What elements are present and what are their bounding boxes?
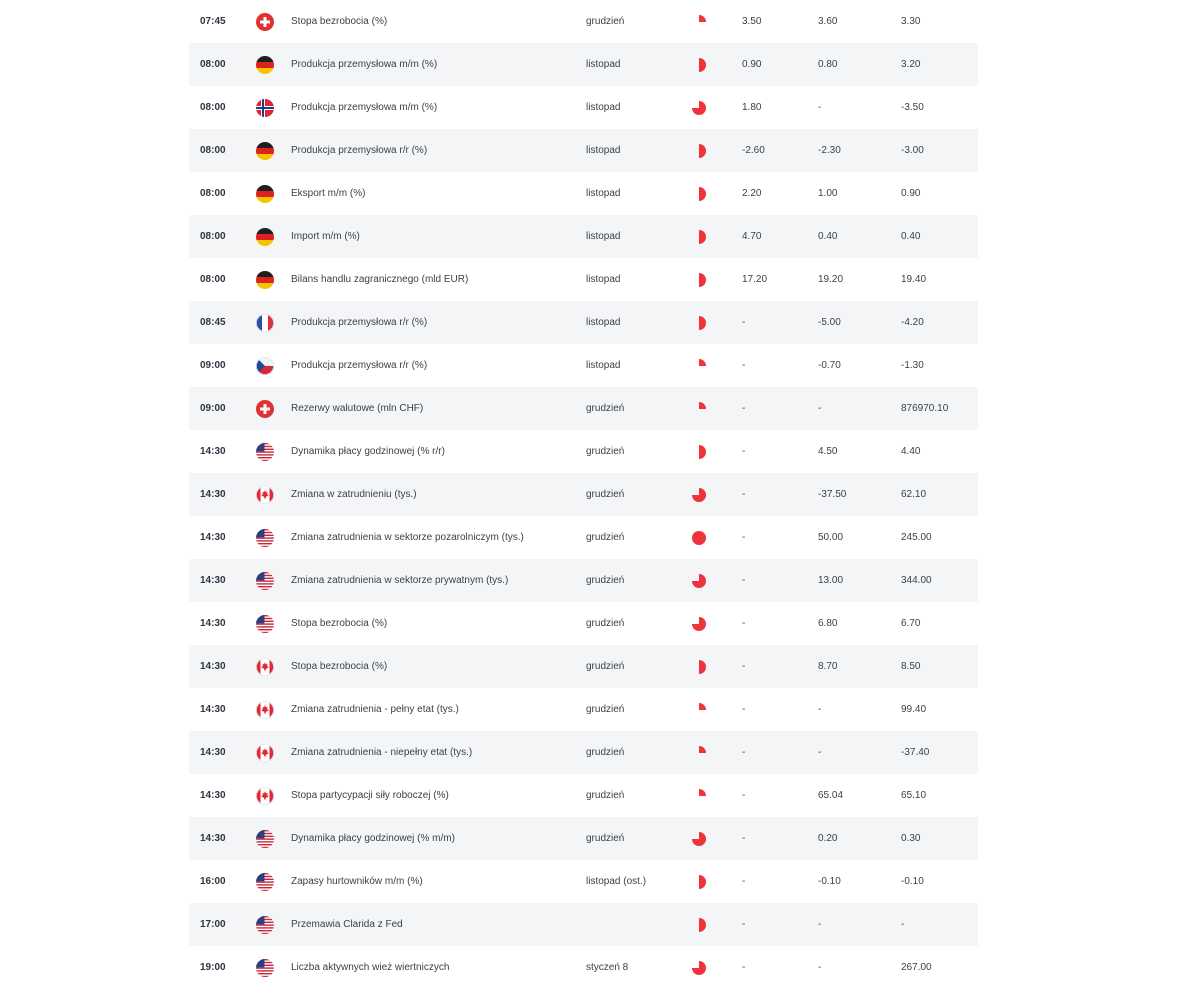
event-period: grudzień xyxy=(586,402,625,414)
actual-value: - xyxy=(742,574,746,586)
usa-flag-icon xyxy=(256,959,274,977)
actual-value: 1.80 xyxy=(742,101,762,113)
france-flag-icon xyxy=(256,314,274,332)
event-name[interactable]: Zmiana w zatrudnieniu (tys.) xyxy=(291,488,417,500)
event-time: 08:00 xyxy=(200,273,226,285)
czech-flag-icon xyxy=(256,357,274,375)
event-period: grudzień xyxy=(586,832,625,844)
calendar-row[interactable] xyxy=(189,129,978,172)
usa-flag-icon xyxy=(256,916,274,934)
previous-value: -3.00 xyxy=(901,144,924,156)
event-time: 14:30 xyxy=(200,574,226,586)
event-period: grudzień xyxy=(586,574,625,586)
forecast-value: 4.50 xyxy=(818,445,838,457)
previous-value: 62.10 xyxy=(901,488,927,500)
canada-flag-icon xyxy=(256,701,274,719)
previous-value: 876970.10 xyxy=(901,402,949,414)
canada-flag-icon xyxy=(256,787,274,805)
event-time: 07:45 xyxy=(200,15,226,27)
forecast-value: -0.10 xyxy=(818,875,841,887)
event-period: grudzień xyxy=(586,488,625,500)
calendar-row[interactable] xyxy=(189,430,978,473)
importance-pie-icon xyxy=(690,615,708,633)
usa-flag-icon xyxy=(256,572,274,590)
actual-value: - xyxy=(742,402,746,414)
forecast-value: - xyxy=(818,101,822,113)
event-time: 14:30 xyxy=(200,531,226,543)
usa-flag-icon xyxy=(256,529,274,547)
actual-value: - xyxy=(742,875,746,887)
calendar-row[interactable] xyxy=(189,172,978,215)
calendar-row[interactable] xyxy=(189,602,978,645)
actual-value: - xyxy=(742,961,746,973)
importance-pie-icon xyxy=(690,787,708,805)
actual-value: - xyxy=(742,703,746,715)
forecast-value: - xyxy=(818,918,822,930)
calendar-row[interactable] xyxy=(189,516,978,559)
actual-value: - xyxy=(742,918,746,930)
event-period: listopad xyxy=(586,359,621,371)
event-name[interactable]: Zmiana zatrudnienia - niepełny etat (tys.) xyxy=(291,746,473,758)
forecast-value: 6.80 xyxy=(818,617,838,629)
forecast-value: - xyxy=(818,746,822,758)
germany-flag-icon xyxy=(256,271,274,289)
event-name[interactable]: Stopa bezrobocia (%) xyxy=(291,660,388,672)
event-time: 08:00 xyxy=(200,58,226,70)
previous-value: 8.50 xyxy=(901,660,921,672)
actual-value: - xyxy=(742,445,746,457)
event-name[interactable]: Import m/m (%) xyxy=(291,230,360,242)
event-name[interactable]: Produkcja przemysłowa r/r (%) xyxy=(291,144,428,156)
importance-pie-icon xyxy=(690,271,708,289)
event-time: 14:30 xyxy=(200,832,226,844)
forecast-value: 13.00 xyxy=(818,574,844,586)
calendar-row[interactable] xyxy=(189,860,978,903)
forecast-value: 0.40 xyxy=(818,230,838,242)
event-name[interactable]: Produkcja przemysłowa r/r (%) xyxy=(291,359,428,371)
calendar-row[interactable] xyxy=(189,774,978,817)
event-time: 14:30 xyxy=(200,617,226,629)
previous-value: - xyxy=(901,918,905,930)
importance-pie-icon xyxy=(690,959,708,977)
event-time: 09:00 xyxy=(200,402,226,414)
importance-pie-icon xyxy=(690,99,708,117)
calendar-row[interactable] xyxy=(189,817,978,860)
germany-flag-icon xyxy=(256,142,274,160)
event-period: grudzień xyxy=(586,617,625,629)
event-name[interactable]: Przemawia Clarida z Fed xyxy=(291,918,403,930)
event-period: styczeń 8 xyxy=(586,961,629,973)
event-name[interactable]: Produkcja przemysłowa m/m (%) xyxy=(291,58,438,70)
forecast-value: - xyxy=(818,961,822,973)
calendar-row[interactable] xyxy=(189,258,978,301)
switzerland-flag-icon xyxy=(256,400,274,418)
event-period: listopad xyxy=(586,316,621,328)
calendar-rows xyxy=(189,0,978,989)
actual-value: 3.50 xyxy=(742,15,762,27)
event-name[interactable]: Liczba aktywnych wież wiertniczych xyxy=(291,961,450,973)
event-period: listopad xyxy=(586,187,621,199)
actual-value: 2.20 xyxy=(742,187,762,199)
event-period: grudzień xyxy=(586,789,625,801)
event-time: 14:30 xyxy=(200,789,226,801)
usa-flag-icon xyxy=(256,615,274,633)
importance-pie-icon xyxy=(690,873,708,891)
forecast-value: 19.20 xyxy=(818,273,844,285)
event-time: 08:00 xyxy=(200,144,226,156)
importance-pie-icon xyxy=(690,916,708,934)
previous-value: 4.40 xyxy=(901,445,921,457)
event-period: listopad xyxy=(586,101,621,113)
actual-value: 17.20 xyxy=(742,273,768,285)
calendar-row[interactable] xyxy=(189,559,978,602)
event-time: 16:00 xyxy=(200,875,226,887)
forecast-value: 0.20 xyxy=(818,832,838,844)
event-period: listopad xyxy=(586,58,621,70)
actual-value: - xyxy=(742,488,746,500)
importance-pie-icon xyxy=(690,185,708,203)
calendar-row[interactable] xyxy=(189,645,978,688)
switzerland-flag-icon xyxy=(256,13,274,31)
event-time: 17:00 xyxy=(200,918,226,930)
forecast-value: 65.04 xyxy=(818,789,844,801)
calendar-row[interactable] xyxy=(189,301,978,344)
previous-value: -37.40 xyxy=(901,746,930,758)
importance-pie-icon xyxy=(690,56,708,74)
event-period: listopad (ost.) xyxy=(586,875,647,887)
importance-pie-icon xyxy=(690,228,708,246)
importance-pie-icon xyxy=(690,744,708,762)
event-time: 08:00 xyxy=(200,230,226,242)
actual-value: - xyxy=(742,316,746,328)
event-period: grudzień xyxy=(586,531,625,543)
actual-value: - xyxy=(742,789,746,801)
usa-flag-icon xyxy=(256,443,274,461)
previous-value: 245.00 xyxy=(901,531,932,543)
event-time: 09:00 xyxy=(200,359,226,371)
previous-value: 19.40 xyxy=(901,273,927,285)
event-name[interactable]: Dynamika płacy godzinowej (% m/m) xyxy=(291,832,455,844)
event-name[interactable]: Zmiana zatrudnienia w sektorze prywatnym (tys.) xyxy=(291,574,509,586)
event-period: grudzień xyxy=(586,15,625,27)
importance-pie-icon xyxy=(690,400,708,418)
event-period: grudzień xyxy=(586,660,625,672)
event-name[interactable]: Bilans handlu zagranicznego (mld EUR) xyxy=(291,273,469,285)
previous-value: -4.20 xyxy=(901,316,924,328)
calendar-row[interactable] xyxy=(189,688,978,731)
calendar-row[interactable] xyxy=(189,731,978,774)
actual-value: 0.90 xyxy=(742,58,762,70)
germany-flag-icon xyxy=(256,185,274,203)
calendar-row[interactable] xyxy=(189,43,978,86)
previous-value: 3.20 xyxy=(901,58,921,70)
importance-pie-icon xyxy=(690,443,708,461)
event-name[interactable]: Dynamika płacy godzinowej (% r/r) xyxy=(291,445,445,457)
event-period: grudzień xyxy=(586,746,625,758)
event-time: 14:30 xyxy=(200,746,226,758)
actual-value: - xyxy=(742,746,746,758)
actual-value: -2.60 xyxy=(742,144,765,156)
calendar-row[interactable] xyxy=(189,344,978,387)
event-period: listopad xyxy=(586,273,621,285)
previous-value: 267.00 xyxy=(901,961,932,973)
importance-pie-icon xyxy=(690,357,708,375)
forecast-value: 1.00 xyxy=(818,187,838,199)
canada-flag-icon xyxy=(256,486,274,504)
event-name[interactable]: Zmiana zatrudnienia w sektorze pozarolniczym (tys.) xyxy=(291,531,524,543)
actual-value: - xyxy=(742,660,746,672)
calendar-row[interactable] xyxy=(189,473,978,516)
previous-value: -1.30 xyxy=(901,359,924,371)
norway-flag-icon xyxy=(256,99,274,117)
importance-pie-icon xyxy=(690,701,708,719)
forecast-value: -5.00 xyxy=(818,316,841,328)
canada-flag-icon xyxy=(256,658,274,676)
forecast-value: 50.00 xyxy=(818,531,844,543)
importance-pie-icon xyxy=(690,572,708,590)
event-time: 14:30 xyxy=(200,660,226,672)
actual-value: - xyxy=(742,531,746,543)
event-period: grudzień xyxy=(586,703,625,715)
event-name[interactable]: Stopa bezrobocia (%) xyxy=(291,617,388,629)
event-time: 19:00 xyxy=(200,961,226,973)
previous-value: 65.10 xyxy=(901,789,927,801)
calendar-row[interactable] xyxy=(189,903,978,946)
usa-flag-icon xyxy=(256,830,274,848)
event-period: listopad xyxy=(586,230,621,242)
calendar-row[interactable] xyxy=(189,946,978,989)
importance-pie-icon xyxy=(690,529,708,547)
actual-value: 4.70 xyxy=(742,230,762,242)
importance-pie-icon xyxy=(690,142,708,160)
calendar-row[interactable] xyxy=(189,387,978,430)
forecast-value: -2.30 xyxy=(818,144,841,156)
event-name[interactable]: Eksport m/m (%) xyxy=(291,187,366,199)
importance-pie-icon xyxy=(690,486,708,504)
event-time: 14:30 xyxy=(200,488,226,500)
importance-pie-icon xyxy=(690,658,708,676)
forecast-value: 3.60 xyxy=(818,15,838,27)
event-name[interactable]: Produkcja przemysłowa m/m (%) xyxy=(291,101,438,113)
event-name[interactable]: Produkcja przemysłowa r/r (%) xyxy=(291,316,428,328)
event-name[interactable]: Stopa partycypacji siły roboczej (%) xyxy=(291,789,449,801)
event-time: 08:00 xyxy=(200,187,226,199)
forecast-value: 8.70 xyxy=(818,660,838,672)
event-time: 08:00 xyxy=(200,101,226,113)
previous-value: 344.00 xyxy=(901,574,932,586)
canada-flag-icon xyxy=(256,744,274,762)
importance-pie-icon xyxy=(690,13,708,31)
forecast-value: -0.70 xyxy=(818,359,841,371)
germany-flag-icon xyxy=(256,228,274,246)
forecast-value: - xyxy=(818,402,822,414)
event-period: listopad xyxy=(586,144,621,156)
calendar-row[interactable] xyxy=(189,215,978,258)
actual-value: - xyxy=(742,359,746,371)
event-name[interactable]: Zapasy hurtowników m/m (%) xyxy=(291,875,423,887)
event-time: 14:30 xyxy=(200,703,226,715)
event-time: 08:45 xyxy=(200,316,226,328)
actual-value: - xyxy=(742,617,746,629)
forecast-value: - xyxy=(818,703,822,715)
economic-calendar xyxy=(189,0,978,989)
event-name[interactable]: Rezerwy walutowe (mln CHF) xyxy=(291,402,424,414)
calendar-row[interactable] xyxy=(189,86,978,129)
forecast-value: 0.80 xyxy=(818,58,838,70)
usa-flag-icon xyxy=(256,873,274,891)
previous-value: 3.30 xyxy=(901,15,921,27)
previous-value: 6.70 xyxy=(901,617,921,629)
event-name[interactable]: Stopa bezrobocia (%) xyxy=(291,15,388,27)
event-name[interactable]: Zmiana zatrudnienia - pełny etat (tys.) xyxy=(291,703,459,715)
previous-value: 0.90 xyxy=(901,187,921,199)
germany-flag-icon xyxy=(256,56,274,74)
previous-value: 0.30 xyxy=(901,832,921,844)
importance-pie-icon xyxy=(690,830,708,848)
calendar-row[interactable] xyxy=(189,0,978,43)
importance-pie-icon xyxy=(690,314,708,332)
previous-value: -0.10 xyxy=(901,875,924,887)
forecast-value: -37.50 xyxy=(818,488,847,500)
event-period: grudzień xyxy=(586,445,625,457)
actual-value: - xyxy=(742,832,746,844)
event-time: 14:30 xyxy=(200,445,226,457)
previous-value: 99.40 xyxy=(901,703,927,715)
previous-value: 0.40 xyxy=(901,230,921,242)
previous-value: -3.50 xyxy=(901,101,924,113)
